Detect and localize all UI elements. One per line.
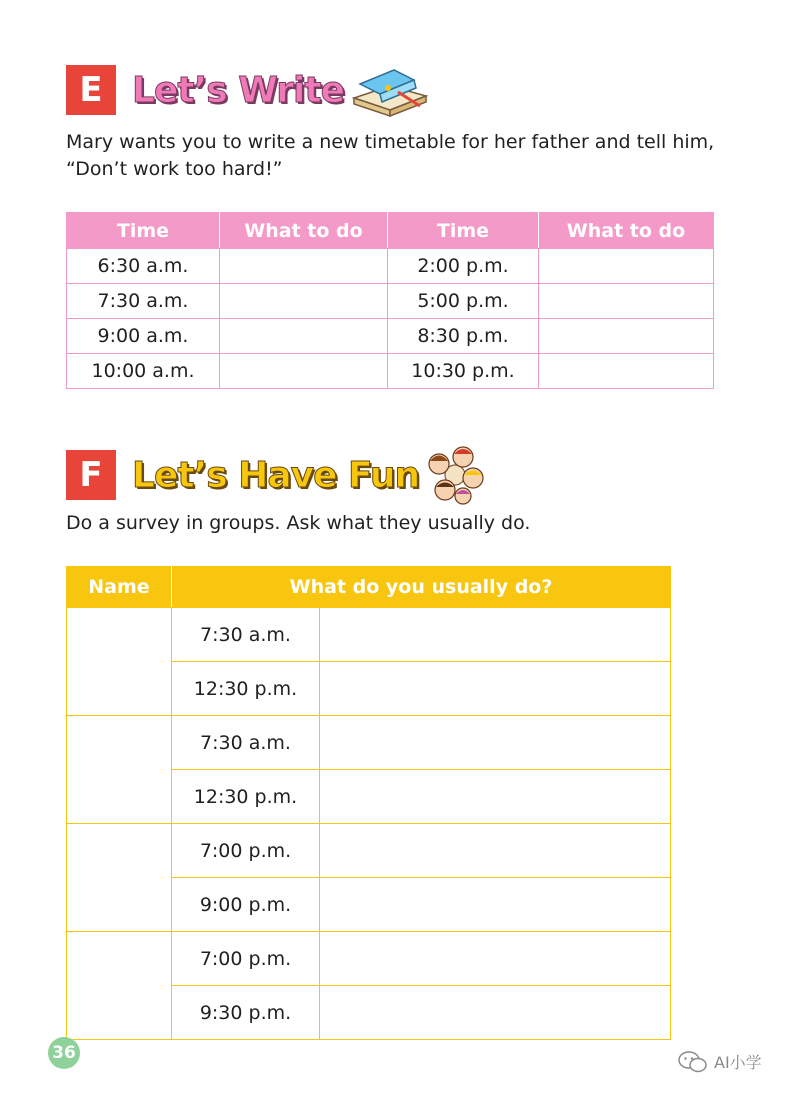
header-time-2: Time	[388, 213, 539, 249]
time-cell: 7:30 a.m.	[67, 284, 220, 319]
name-cell[interactable]	[67, 716, 172, 824]
book-icon	[350, 62, 430, 118]
section-e-instruction-line1: Mary wants you to write a new timetable for her father and tell him,	[66, 131, 715, 153]
section-e-heading	[66, 62, 430, 118]
header-what-do-you-usually-do: What do you usually do?	[172, 567, 671, 608]
section-f-title: Let’s Have Fun	[132, 454, 420, 496]
activity-cell[interactable]	[320, 878, 671, 932]
activity-cell[interactable]	[320, 662, 671, 716]
timetable-header-row	[67, 213, 714, 249]
header-time-1: Time	[67, 213, 220, 249]
name-cell[interactable]	[67, 608, 172, 716]
time-cell: 9:00 a.m.	[67, 319, 220, 354]
header-what-to-do-1: What to do	[220, 213, 388, 249]
table-row	[67, 716, 671, 770]
watermark-text: AI小学	[714, 1053, 762, 1072]
blank-cell[interactable]	[539, 249, 714, 284]
watermark	[678, 1050, 762, 1073]
section-e-instruction-line2: “Don’t work too hard!”	[66, 158, 283, 180]
blank-cell[interactable]	[220, 249, 388, 284]
name-cell[interactable]	[67, 824, 172, 932]
activity-cell[interactable]	[320, 824, 671, 878]
time-cell: 5:00 p.m.	[388, 284, 539, 319]
blank-cell[interactable]	[539, 354, 714, 389]
blank-cell[interactable]	[220, 354, 388, 389]
blank-cell[interactable]	[539, 284, 714, 319]
page-number: 36	[48, 1037, 80, 1069]
table-row	[67, 284, 714, 319]
name-cell[interactable]	[67, 932, 172, 1040]
time-cell: 7:00 p.m.	[172, 932, 320, 986]
survey-table	[66, 566, 671, 1040]
header-what-to-do-2: What to do	[539, 213, 714, 249]
time-cell: 8:30 p.m.	[388, 319, 539, 354]
table-row	[67, 824, 671, 878]
time-cell: 7:30 a.m.	[172, 716, 320, 770]
activity-cell[interactable]	[320, 608, 671, 662]
section-e-instruction	[66, 129, 714, 183]
children-icon	[423, 444, 487, 506]
blank-cell[interactable]	[220, 319, 388, 354]
blank-cell[interactable]	[539, 319, 714, 354]
time-cell: 10:30 p.m.	[388, 354, 539, 389]
table-row	[67, 354, 714, 389]
section-f-heading	[66, 444, 487, 506]
activity-cell[interactable]	[320, 932, 671, 986]
activity-cell[interactable]	[320, 716, 671, 770]
activity-cell[interactable]	[320, 770, 671, 824]
survey-header-row	[67, 567, 671, 608]
time-cell: 10:00 a.m.	[67, 354, 220, 389]
header-name: Name	[67, 567, 172, 608]
table-row	[67, 249, 714, 284]
time-cell: 9:00 p.m.	[172, 878, 320, 932]
time-cell: 6:30 a.m.	[67, 249, 220, 284]
timetable-table	[66, 212, 714, 389]
section-f-instruction: Do a survey in groups. Ask what they usually do.	[66, 512, 531, 534]
time-cell: 2:00 p.m.	[388, 249, 539, 284]
time-cell: 12:30 p.m.	[172, 662, 320, 716]
table-row	[67, 608, 671, 662]
table-row	[67, 932, 671, 986]
time-cell: 7:00 p.m.	[172, 824, 320, 878]
wechat-icon	[678, 1051, 708, 1073]
section-f-letter: F	[66, 450, 116, 500]
table-row	[67, 319, 714, 354]
section-e-letter: E	[66, 65, 116, 115]
blank-cell[interactable]	[220, 284, 388, 319]
time-cell: 12:30 p.m.	[172, 770, 320, 824]
time-cell: 9:30 p.m.	[172, 986, 320, 1040]
activity-cell[interactable]	[320, 986, 671, 1040]
section-e-title: Let’s Write	[132, 69, 344, 111]
time-cell: 7:30 a.m.	[172, 608, 320, 662]
